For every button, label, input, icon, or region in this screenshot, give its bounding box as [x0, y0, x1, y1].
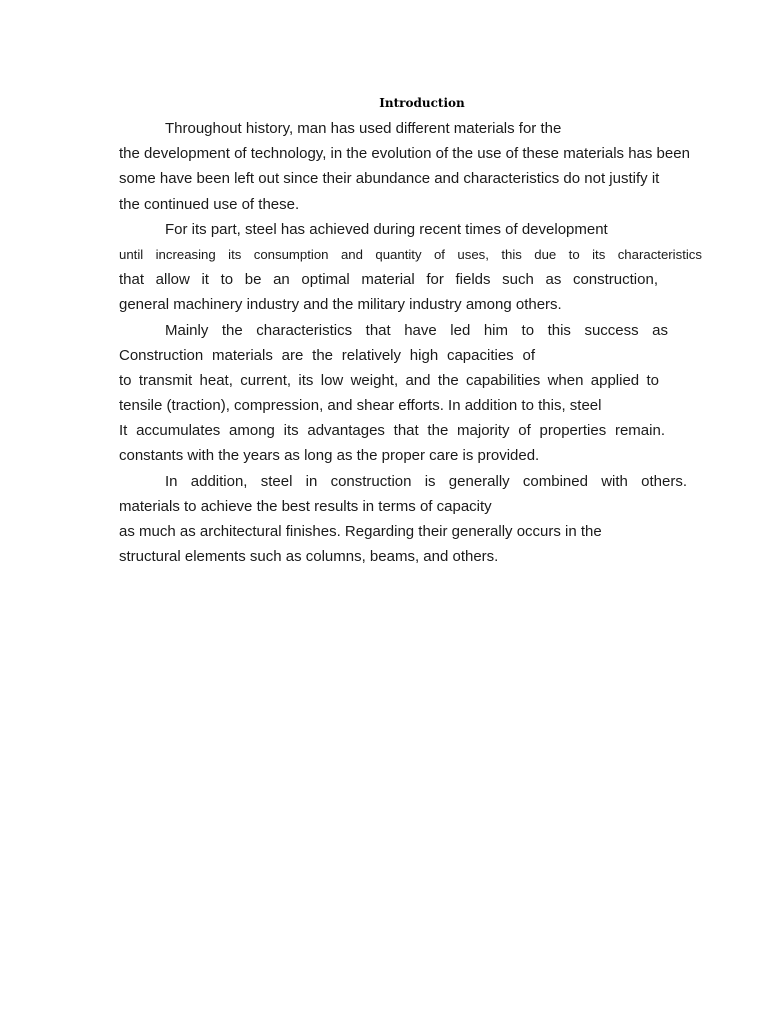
paragraph-3-line-6: constants with the years as long as the proper care is provided.: [119, 447, 540, 465]
paragraph-2-line-4: general machinery industry and the military industry among others.: [119, 296, 562, 314]
paragraph-4-line-1: In addition, steel in construction is generally combined with others.: [165, 472, 687, 490]
paragraph-2-line-3: that allow it to be an optimal material for fields such as construction,: [119, 271, 658, 289]
paragraph-1-line-2: the development of technology, in the evolution of the use of these materials has been: [119, 145, 690, 163]
paragraph-1-line-4: the continued use of these.: [119, 195, 300, 213]
paragraph-4-line-2: materials to achieve the best results in terms of capacity: [119, 497, 492, 515]
paragraph-3-line-4: tensile (traction), compression, and shear efforts. In addition to this, steel: [119, 397, 602, 415]
paragraph-2-line-2: until increasing its consumption and quantity of uses, this due to its characteristics: [119, 246, 702, 262]
paragraph-4-line-4: structural elements such as columns, beams, and others.: [119, 548, 499, 566]
paragraph-3-line-3: to transmit heat, current, its low weight, and the capabilities when applied to: [119, 371, 659, 389]
paragraph-1-line-1: Throughout history, man has used different materials for the: [165, 120, 562, 137]
paragraph-3-line-2: Construction materials are the relatively high capacities of: [119, 346, 535, 364]
document-title: Introduction: [379, 96, 465, 110]
paragraph-1-line-3: some have been left out since their abundance and characteristics do not justify it: [119, 170, 660, 188]
paragraph-4-line-3: as much as architectural finishes. Regarding their generally occurs in the: [119, 523, 602, 540]
paragraph-2-line-1: For its part, steel has achieved during recent times of development: [165, 220, 608, 238]
paragraph-3-line-1: Mainly the characteristics that have led him to this success as: [165, 321, 668, 339]
document-body: [119, 116, 719, 569]
paragraph-3-line-5: It accumulates among its advantages that the majority of properties remain.: [119, 422, 665, 440]
